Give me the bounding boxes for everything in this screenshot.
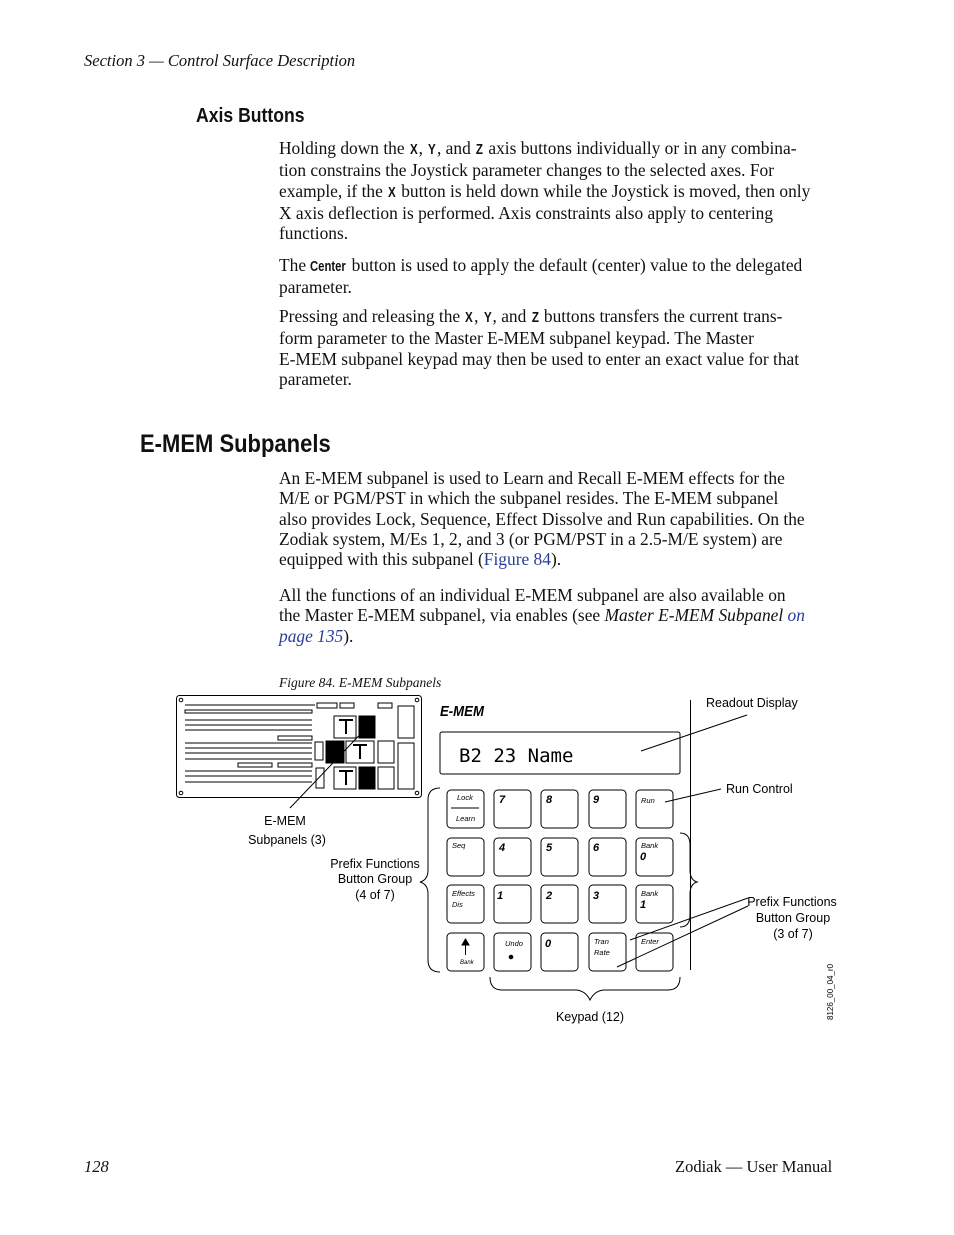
axis-paragraph-2: The Center button is used to apply the default (center) value to the delegated parameter. [279, 255, 803, 298]
prefix-right-callout-2: Button Group [755, 911, 831, 925]
keypad-callout: Keypad (12) [555, 1010, 625, 1024]
control-panel-thumbnail [177, 696, 422, 798]
key-0-label: 0 [545, 938, 552, 950]
key-6-label: 6 [593, 842, 600, 854]
key-5-label: 5 [546, 842, 553, 854]
key-1-label: 1 [497, 890, 504, 902]
prefix-right-callout-1: Prefix Functions [747, 895, 837, 909]
page-number: 128 [84, 1157, 109, 1176]
undo-label: Undo [505, 939, 523, 948]
emem-paragraph-2: All the functions of an individual E-MEM subpanel are also available on the Master E-MEM subpanel, via enables (see Master E-MEM Subpanel on page 135). [279, 585, 805, 646]
section-heading-axis-buttons: Axis Buttons [196, 105, 305, 127]
figure-84-link[interactable]: Figure 84 [483, 549, 551, 570]
running-header: Section 3 — Control Surface Description [84, 51, 356, 70]
key-4-label: 4 [499, 842, 506, 854]
prefix-left-callout-3: (4 of 7) [355, 888, 395, 902]
prefix-left-callout-2: Button Group [337, 872, 413, 886]
figure-caption: Figure 84. E-MEM Subpanels [279, 675, 442, 690]
seq-label: Seq [452, 841, 466, 850]
emem-paragraph-1: An E-MEM subpanel is used to Learn and Recall E-MEM effects for the M/E or PGM/PST in which the subpanel resides. The E-MEM subpanel also provides Lock, Sequence, Effect Dissolve and Run capabilities. On the Zodiak system, M/Es 1, 2, and 3 (or PGM/PST in a 2.5-M/E system) are equipped with this subpanel (Figure 84). [279, 468, 805, 570]
manual-title: Zodiak — User Manual [675, 1157, 833, 1176]
bank1-label: Bank [641, 889, 659, 898]
page-135-link-part1[interactable]: on [783, 605, 805, 626]
key-7-label: 7 [499, 794, 506, 806]
key-8-label: 8 [546, 794, 553, 806]
emem-panel-title: E-MEM [440, 702, 484, 720]
prefix-left-callout-1: Prefix Functions [330, 857, 420, 871]
key-3-label: 3 [593, 890, 600, 902]
figure-id: 8126_00_04_r0 [826, 963, 835, 1020]
key-2-label: 2 [546, 890, 553, 902]
bank0-label: Bank [641, 841, 659, 850]
emem-subpanels-callout-1: E-MEM [264, 814, 306, 828]
readout-callout-line [641, 715, 747, 751]
emem-subpanels-callout-2: Subpanels (3) [248, 833, 326, 847]
lock-label: Lock [457, 793, 473, 802]
axis-paragraph-1: Holding down the X, Y, and Z axis buttons individually or in any combina- tion constrains the Joystick parameter changes to the selected axes. For example, if the X button is held down while the Joystick is moved, then only X axis deflection is performed. Axis constraints also apply to centering functions. [279, 138, 811, 244]
page-135-link[interactable]: page 135 [279, 625, 344, 646]
bank1-number: 1 [640, 899, 647, 911]
prefix-right-callout-line-2 [617, 906, 748, 967]
run-control-callout: Run Control [726, 782, 793, 796]
learn-label: Learn [456, 814, 476, 823]
readout-display-callout: Readout Display [706, 696, 798, 710]
bank-shift-label: Bank [460, 960, 474, 966]
prefix-right-bracket [680, 833, 697, 927]
readout-text: B2 23 Name [459, 745, 574, 767]
axis-paragraph-3: Pressing and releasing the X, Y, and Z buttons transfers the current trans- form parameter to the Master E-MEM subpanel keypad. The Master E-MEM subpanel keypad may then be used to enter an exact value for that parameter. [279, 306, 800, 389]
tran-label: Tran [594, 937, 609, 946]
prefix-right-callout-3: (3 of 7) [773, 927, 813, 941]
keypad-bracket [490, 977, 680, 1000]
run-label: Run [641, 796, 655, 805]
bank0-number: 0 [640, 851, 647, 863]
dis-label: Dis [452, 900, 463, 909]
prefix-left-bracket [420, 788, 440, 972]
section-heading-emem-subpanels: E-MEM Subpanels [140, 430, 331, 458]
dot-icon [509, 955, 513, 959]
enter-label: Enter [641, 937, 659, 946]
rate-label: Rate [594, 948, 610, 957]
key-9-label: 9 [593, 794, 600, 806]
effects-label: Effects [452, 889, 475, 898]
